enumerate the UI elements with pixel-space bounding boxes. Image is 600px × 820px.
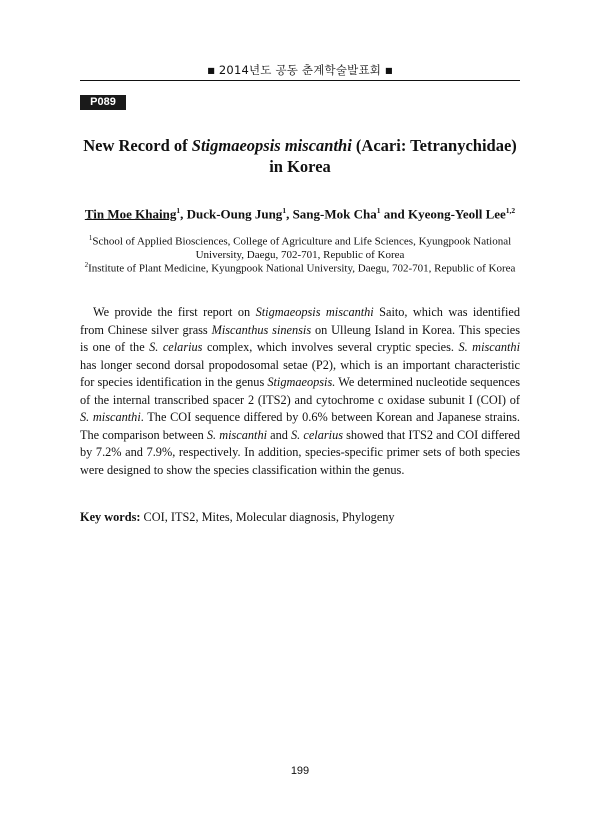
title-line2: in Korea (269, 157, 331, 176)
affiliation-line: School of Applied Biosciences, College of Agriculture and Life Sciences, Kyungpook National (92, 235, 512, 248)
abstract-text: We provide the first report on (93, 305, 256, 319)
species-name: S. celarius (149, 340, 203, 354)
author-name: Sang-Mok Cha (292, 206, 377, 222)
bullet-square-icon: ■ (207, 66, 216, 75)
abstract-text: on Ulleung Island in Korea. This species is one of the (80, 322, 520, 354)
page-number: 199 (290, 765, 310, 777)
species-name: S. miscanthi (458, 340, 521, 354)
author-separator: , (286, 206, 293, 222)
species-name: S. miscanthi (206, 427, 268, 442)
title-species: Stigmaeopsis miscanthi (191, 136, 352, 155)
running-header (80, 62, 520, 78)
species-name: Stigmaeopsis miscanthi (255, 305, 374, 319)
author-affiliation-mark: 1 (376, 206, 381, 215)
abstract-text: complex, which involves several cryptic species. (202, 340, 459, 354)
affiliation-line: Institute of Plant Medicine, Kyungpook National University, Daegu, 702-701, Republic of Korea (88, 262, 516, 275)
affiliation-mark: 2 (84, 261, 89, 269)
paper-title (60, 135, 540, 177)
author-separator: and (380, 206, 408, 222)
author-name: Kyeong-Yeoll Lee (407, 206, 506, 222)
poster-id-badge: P089 (80, 95, 126, 110)
abstract-text: We determined nucleotide sequences of the internal transcribed spacer 2 (ITS2) and cytochrome c oxidase subunit I (COI) of (80, 375, 520, 407)
genus-name: Stigmaeopsis. (267, 375, 336, 389)
affiliation-mark: 1 (88, 234, 93, 242)
species-name: S. celarius (291, 427, 343, 442)
affiliation-2 (80, 259, 520, 276)
author-name: Tin Moe Khaing (84, 206, 177, 222)
keywords-label: Key words: (80, 510, 141, 524)
bullet-square-icon: ■ (384, 66, 393, 75)
abstract-paragraph (80, 304, 520, 479)
title-part2: (Acari: Tetranychidae) (351, 136, 517, 155)
species-name: S. miscanthi (80, 410, 141, 424)
abstract-text: showed that ITS2 and COI differed by 7.2% and 7.9%, respectively. In addition, species-specific primer sets of both species were designed to show the species classification within the genus. (80, 427, 520, 477)
author-list (60, 206, 540, 222)
header-text: 2014년도 공동 춘계학술발표회 (218, 63, 382, 77)
author-affiliation-mark: 1 (282, 206, 287, 215)
abstract-text: has longer second dorsal propodosomal setae (P2), which is an important characteristic for species identification in the genus (80, 357, 520, 389)
abstract-text: . The COI sequence differed by 0.6% between Korean and Japanese strains. The comparison between (80, 410, 521, 442)
affiliation-line: University, Daegu, 702-701, Republic of Korea (195, 249, 405, 262)
header-rule (80, 80, 520, 81)
author-affiliation-mark: 1,2 (505, 206, 516, 215)
title-part1: New Record of (83, 136, 192, 155)
keywords (80, 510, 520, 525)
author-affiliation-mark: 1 (176, 206, 181, 215)
keywords-text: COI, ITS2, Mites, Molecular diagnosis, Phylogeny (140, 510, 395, 524)
author-separator: , (180, 206, 187, 222)
species-name: Miscanthus sinensis (211, 322, 312, 337)
abstract-text: and (267, 427, 292, 442)
abstract (80, 304, 520, 479)
abstract-text: Saito, which was identified from Chinese silver grass (80, 305, 521, 337)
author-name: Duck-Oung Jung (186, 206, 283, 222)
